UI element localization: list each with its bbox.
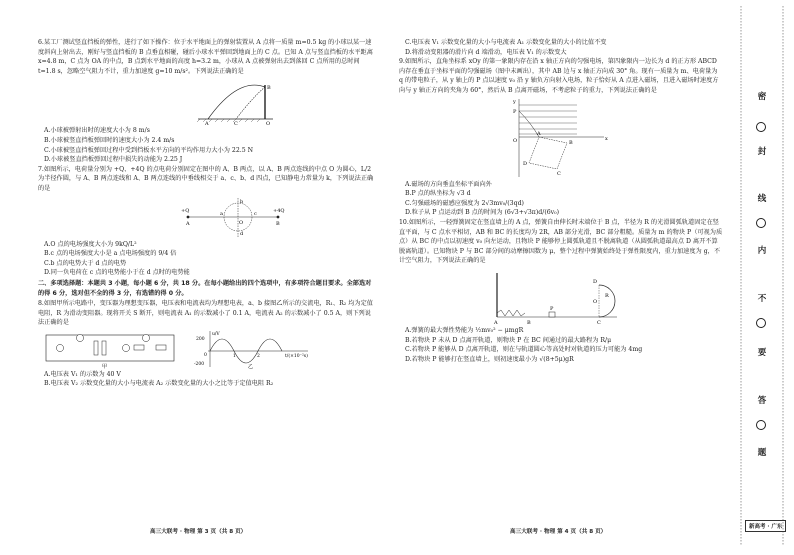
- q10-label-P: P: [550, 305, 554, 312]
- q9-label-A: A: [537, 130, 541, 137]
- q10-label-D: D: [593, 278, 598, 285]
- q6-option-d: D.小球被竖直挡板弹回过程中损失的动能为 2.25 J: [44, 156, 183, 164]
- seal-char-7: 答: [757, 396, 767, 406]
- q10-label-A: A: [494, 319, 498, 325]
- q9-label-O: O: [513, 137, 518, 144]
- ring-icon: [756, 218, 766, 228]
- seal-char-8: 题: [757, 448, 767, 458]
- q9-label-C: C: [557, 170, 561, 177]
- q10-label-C: C: [597, 319, 601, 325]
- q7-option-c: C.b 点的电势大于 d 点的电势: [44, 259, 127, 267]
- q6-label-A: A: [205, 121, 209, 126]
- q8-figure: [38, 329, 376, 369]
- q6-diagram: [38, 77, 376, 125]
- q9-diagram: [399, 97, 723, 179]
- q9-option-b: B.P 点的纵坐标为 √3 d: [405, 190, 471, 198]
- q9-label-y: y: [513, 98, 516, 105]
- q10-label-B: B: [527, 319, 531, 325]
- q9-figure: [399, 97, 723, 179]
- q6-label-C: C: [234, 121, 238, 126]
- q7-label-O: O: [239, 219, 244, 226]
- seal-char-1: 密: [757, 92, 767, 102]
- seal-char-6: 要: [757, 348, 767, 358]
- q8-label-u: u/V: [212, 331, 220, 337]
- q10-figure: [399, 267, 723, 325]
- q8-stem: 8.如图甲所示电路中，变压器为理想变压器，电压表和电流表均为理想电表，a、b 接图乙所示的交流电，R₁、R₂ 均为定值电阻，R 为滑动变阻器。现将开关 S 断开，则电流表 A₁ 的示数减小了 0.1 A，电流表 A₂ 的示数减小了 0.5 A，则下列说法正确的是: [38, 300, 373, 327]
- q8-label-v1: 200: [196, 336, 205, 342]
- section-2-heading: 二、多项选择题：本题共 3 小题，每小题 6 分，共 18 分。在每小题给出的四个选项中，有多项符合题目要求。全部选对的得 6 分，选对但不全的得 3 分，有选错的得 0 分。: [38, 279, 372, 297]
- region-tag: 新高考 · 广东: [745, 520, 786, 532]
- q6-stem: 6.某工厂测试竖直挡板的弹性，进行了如下操作：位于水平地面上的弹射装置从 A 点将一质量 m=0.5 kg 的小球以某一速度斜向上射出去，刚好与竖直挡板的 B 点垂直相碰，碰后小球水平弹回到地面上的 C 点。已知 A 点与竖直挡板的水平距离 x=4.8 m，C 点为 OA 的中点，B 点到水平地面的高度 h=3.2 m，小球从 A 点被弹射出去到落回 C 点所用的总时间 t=1.8 s，忽略空气阻力不计，重力加速度 g=10 m/s²。下列说法正确的是: [38, 39, 373, 75]
- q8-option-b: B.电压表 V₂ 示数变化量的大小与电流表 A₂ 示数变化量的大小之比等于定值电阻 R₂: [44, 380, 274, 388]
- seal-char-4: 内: [757, 246, 767, 256]
- q9-option-a: A.磁场的方向垂直坐标平面向外: [405, 180, 492, 188]
- q8-option-c: C.电压表 V₁ 示数变化量的大小与电流表 A₁ 示数变化量的大小的比值不变: [405, 39, 607, 46]
- left-column: [38, 38, 376, 389]
- q8-option-d: D.将滑动变阻器的滑片向 d 端滑动，电压表 V₁ 的示数变大: [405, 48, 567, 56]
- q10-option-b: B.若物块 P 未从 D 点离开轨道，则物块 P 在 BC 间通过的最大路程为 R/μ: [405, 336, 612, 344]
- q9-label-B: B: [569, 139, 573, 146]
- q6-label-B: B: [267, 85, 271, 92]
- q10-diagram: [399, 267, 723, 325]
- q10-label-R: R: [605, 292, 609, 299]
- q7-option-b: B.c 点的电场强度大小是 a 点电场强度的 9/4 倍: [44, 250, 177, 258]
- q8-label-v2: -200: [194, 361, 205, 367]
- right-column: [399, 38, 723, 364]
- q7-label-q1: +Q: [181, 207, 190, 214]
- q7-stem: 7.如图所示，电荷量分别为 +Q、+4Q 的点电荷分别固定在图中的 A、B 两点，以 A、B 两点连线的中点 O 为圆心，L/2 为半径作圆，与 A、B 两点连线和 A、B 两点连线的中垂线相交于 a、c、b、d 四点，已知静电力常量为 k，下列说法正确的是: [38, 165, 374, 192]
- q9-label-x: x: [605, 135, 608, 142]
- q8-label-jia: 甲: [102, 363, 108, 369]
- q9-label-D: D: [523, 160, 528, 167]
- q6-option-b: B.小球被竖直挡板弹回时的速度大小为 2.4 m/s: [44, 136, 175, 144]
- q9-option-d: D.粒子从 P 点运动到 B 点的时间为 (6√3+√3π)d/(6v₀): [405, 209, 560, 217]
- q7-option-a: A.O 点的电场强度大小为 9kQ/L²: [44, 240, 137, 248]
- ring-icon: [756, 318, 766, 328]
- q10-option-d: D.若物块 P 能够打在竖直墙上，则初速度最小为 √(8+5μ)gR: [405, 355, 574, 363]
- q8-option-a: A.电压表 V₁ 的示数为 40 V: [44, 370, 121, 378]
- q8-label-zero: 0: [204, 352, 207, 358]
- q7-figure: [38, 195, 376, 239]
- q6-label-O: O: [266, 121, 271, 126]
- q8-label-t1: 1: [233, 353, 236, 359]
- seal-char-5: 不: [757, 294, 767, 304]
- q9-label-P: P: [513, 108, 517, 115]
- q10-option-c: C.若物块 P 能够从 D 点离开轨道，则在与轨道圆心等高处时对轨道的压力可能为 4mg: [405, 346, 643, 354]
- q8-label-taxis: t/(×10⁻²s): [285, 353, 308, 359]
- ring-icon: [756, 420, 766, 430]
- footer-page-4: 高三大联考 · 物理 第 4 页（共 8 页）: [510, 529, 607, 535]
- q10-option-a: A.弹簧的最大弹性势能为 ½mv₀² − μmgR: [405, 326, 524, 334]
- q9-stem: 9.如图所示，直角坐标系 xOy 的第一象限内存在沿 x 轴正方向的匀强电场，第四象限内一边长为 d 的正方形 ABCD 内存在垂直于坐标平面的匀强磁场（图中未画出），其中 AB 边与 x 轴正方向成 30° 角。现有一质量为 m、电荷量为 q 的带电粒子，从 y 轴上的 P 点以速度 v₀ 沿 y 轴负方向射入电场，粒子恰好从 A 点进入磁场，且进入磁场时速度方向与 y 轴正方向的夹角为 60°，然后从 B 点离开磁场，不考虑粒子的重力，下列说法正确的是: [399, 58, 719, 94]
- q6-option-c: C.小球被竖直挡板弹回过程中受到挡板水平方向的平均作用力大小为 22.5 N: [44, 146, 254, 154]
- q6-option-a: A.小球被弹射出时的速度大小为 8 m/s: [44, 127, 150, 135]
- q10-label-O: O: [593, 298, 598, 305]
- q7-label-a: a: [220, 210, 223, 217]
- q8-diagram: [38, 329, 376, 369]
- q7-option-d: D.同一负电荷在 c 点的电势能小于在 d 点时的电势能: [44, 269, 190, 277]
- q7-label-d: d: [240, 230, 244, 237]
- q9-option-c: C.匀强磁场的磁感应强度为 2√3mv₀/(3qd): [405, 199, 524, 207]
- q7-diagram: [38, 195, 376, 239]
- q7-label-b: b: [240, 198, 244, 205]
- ring-icon: [756, 122, 766, 132]
- q7-label-A: A: [186, 220, 190, 227]
- binding-lines: [731, 0, 794, 551]
- seal-char-2: 封: [757, 147, 767, 157]
- q8-label-t2: 2: [257, 353, 260, 359]
- q10-stem: 10.如图所示，一轻弹簧固定在竖直墙上的 A 点，弹簧自由伸长时末端位于 B 点，半径为 R 的光滑圆弧轨道固定在竖直平面，与 C 点水平相切，AB 和 BC 的长度均为 2R，AB 部分光滑，BC 部分粗糙。质量为 m 的物块 P（可视为质点）从 BC 的中点以初速度 v₀ 向左运动，且物块 P 能够停上圆弧轨道且不脱离轨道（从圆弧轨道最高点 D 离开不算脱离轨道）。已知物块 P 与 BC 部分间的动摩擦因数为 μ，整个过程中弹簧始终处于弹性限度内，重力加速度为 g，不计空气阻力，下列说法正确的是: [399, 218, 723, 265]
- q7-label-q2: +4Q: [273, 207, 285, 214]
- q7-label-B: B: [276, 220, 280, 227]
- binding-margin: [731, 0, 794, 551]
- seal-char-3: 线: [757, 194, 767, 204]
- footer-page-3: 高三大联考 · 物理 第 3 页（共 8 页）: [150, 529, 247, 535]
- q7-label-c: c: [254, 210, 257, 217]
- q8-label-yi: 乙: [248, 363, 254, 369]
- q6-figure: [38, 77, 376, 125]
